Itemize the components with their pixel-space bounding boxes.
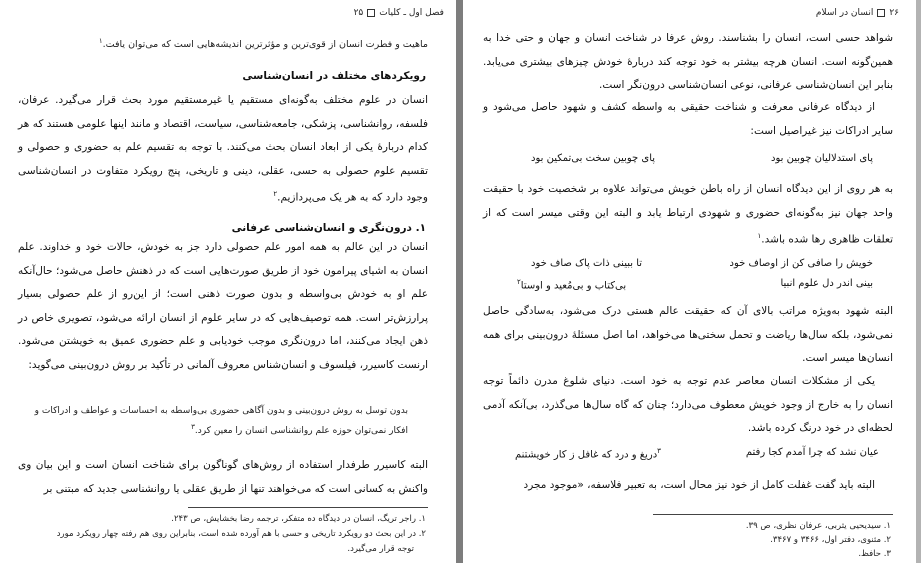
footnote-marker: ۱ [757,232,762,241]
right-footnote-1: ۱. سیدیحیی یثربی، عرفان نظری، ص ۳۹. [745,521,891,531]
verse-3-right: عیان نشد که چرا آمدم کجا رفتم [745,447,879,458]
head-square-icon [367,9,375,17]
right-running-head [816,8,899,18]
left-page-number: ۲۵ [353,8,364,18]
footnote-marker: ۲ [517,278,521,286]
verse-2-line2-right: بینی اندر دل علوم انبیا [780,278,873,289]
footnote-marker: ۳ [657,447,661,455]
right-paragraph-4: البته شهود به‌ویژه مراتب بالای آن که حقیقت عالم هستی درک می‌شود، به‌سادگی حاصل نمی‌شود، بلکه سال‌ها ریاضت و تحمل سختی‌ها می‌خواهد، اما اصل مسئلهٔ درون‌بینی برای همه انسان‌ها میسر است. [483,305,893,365]
right-paragraph-6: البته باید گفت غفلت کامل از خود نیز محال است، به تعبیر فلاسفه، «موجود مجرد [523,479,875,491]
subsection-heading-introspection: ۱. درون‌نگری و انسان‌شناسی عرفانی [231,222,426,234]
right-paragraph-5: یکی از مشکلات انسان معاصر عدم توجه به خود است. دنیای شلوغ مدرن دائماً توجه انسان را به خارج از وجود خویش معطوف می‌دارد؛ چنان که گاه سال‌ها می‌گذرد، بی‌آنکه آدمی لحظه‌ای در خود درنگ کرده باشد. [483,375,893,435]
right-page [463,0,921,563]
left-footnote-2-continued: توجه قرار می‌گیرد. [347,544,414,554]
footnote-marker: ۱ [98,37,103,45]
right-footnote-2: ۲. مثنوی، دفتر اول، ۳۴۶۶ و ۳۴۶۷. [770,535,891,545]
page-gutter [456,0,463,563]
footnote-marker: ۲ [273,190,278,199]
left-footnote-1: ۱. راجر تریگ، انسان در دیدگاه ده متفکر، ترجمه رضا بخشایش، ص ۲۴۳. [171,514,426,524]
head-square-icon [877,9,885,17]
left-carryover: ماهیت و فطرت انسان از قوی‌ترین و مؤثرترین اندیشه‌هایی است که می‌توان یافت.$^۱$ [98,37,428,51]
right-paragraph-3: به هر روی از این دیدگاه انسان از راه باطن خویش می‌تواند علاوه بر شخصیت خود با حقیقت واحد جهان نیز به‌گونه‌ای حضوری و شهودی ارتباط یابد و البته این وقتی میسر است که از تعلقات ظاهری رها شده باشد.$^۱$ [483,183,893,246]
right-paragraph-1: شواهد حسی است، انسان را بشناسند. روش عرفا در شناخت انسان و جهان و حتی خدا به همین‌گونه است. انسان هرچه بیشتر به خود توجه کند دربارهٔ خودش چیزهای بیشتری می‌یابد. بنابر این انسان‌شناسی عرفانی، نوعی انسان‌شناسی درون‌نگر است. [483,32,893,92]
right-page-number: ۲۶ [889,8,899,18]
right-book-title: انسان در اسلام [815,8,874,18]
verse-1-left: پای چوبین سخت بی‌تمکین بود [531,153,656,164]
right-footnote-3: ۳. حافظ. [858,549,891,559]
left-footnote-2: ۲. در این بحث دو رویکرد تاریخی و حسی با هم آورده شده است، بنابراین روی هم رفته چهار رویکرد مورد [56,529,426,539]
vertical-scrollbar[interactable] [916,0,921,563]
left-page [0,0,456,563]
right-paragraph-2: از دیدگاه عرفانی معرفت و شناخت حقیقی به واسطه کشف و شهود حاصل می‌شود و سایر ادراکات نیز غیراصیل است: [483,101,893,137]
footnote-separator [188,507,428,508]
left-running-head [354,8,444,18]
section-heading-approaches: رویکردهای مختلف در انسان‌شناسی [242,70,426,82]
verse-2-line1-right: خویش را صافی کن از اوصاف خود [729,258,873,269]
verse-2-line2-left: بی‌کتاب و بی‌مُعید و اوستا$^۲$ [517,278,627,292]
footnote-marker: ۳ [191,423,195,431]
left-section-title: فصل اول ـ کلیات [379,8,444,18]
cassirer-quote: بدون توسل به روش درون‌بینی و بدون آگاهی حضوری بی‌واسطه به احساسات و عواطف و ادراکات و افکار نمی‌توان حوزه علم روانشناسی انسان را معین کرد.$^۳$ [34,406,408,436]
left-paragraph-1: انسان در علوم مختلف به‌گونه‌ای مستقیم یا غیرمستقیم مورد بحث قرار می‌گیرد. عرفان، فلسفه، روانشناسی، پزشکی، جامعه‌شناسی، سیاست، اقتصاد و مانند اینها علومی هستند که هر کدام دربارهٔ یکی از ابعاد انسان بحث می‌کنند. با توجه به تقسیم علم به حضوری و حصولی و تقسیم علوم حصولی به حسی، عقلی، دینی و تاریخی، پنج رویکرد متفاوت در انسان‌شناسی وجود دارد که به هر یک می‌پردازیم.$^۲$ [18,94,428,204]
verse-1-right: پای استدلالیان چوبین بود [771,153,873,164]
footnote-separator [653,514,893,515]
verse-3-left: $^۳$دریغ و درد که غافل ز کار خویشتنم [515,447,661,461]
verse-2-line1-left: تا ببینی ذات پاک صاف خود [531,258,643,269]
left-paragraph-2: انسان در این عالم به همه امور علم حصولی دارد جز به خودش، حالات خود و خداوند. علم انسان به اشیای پیرامون خود از طریق صورت‌هایی است که در ذهنش حاصل می‌شود؛ حال‌آنکه علم او به خودش بی‌واسطه و بدون صورت ذهنی است؛ از این‌رو از علم حصولی بسیار پرارزش‌تر است. همه توصیف‌هایی که در سایر علوم از انسان ارائه می‌شود، تصویری خاص در ذهن ایجاد می‌کنند، اما درون‌نگری موجب خودیابی و علم حضوری عمیق به خویشتن می‌شود. ارنست کاسیرر، فیلسوف و انسان‌شناس معروف آلمانی در تأکید بر روش درون‌بینی می‌گوید: [18,241,428,371]
left-paragraph-3: البته کاسیرر طرفدار استفاده از روش‌های گوناگون برای شناخت انسان است و این بیان وی واکنش به کسانی است که می‌خواهند تنها از طریق عقلی یا روانشناسی جدید که مبتنی بر [18,459,428,495]
